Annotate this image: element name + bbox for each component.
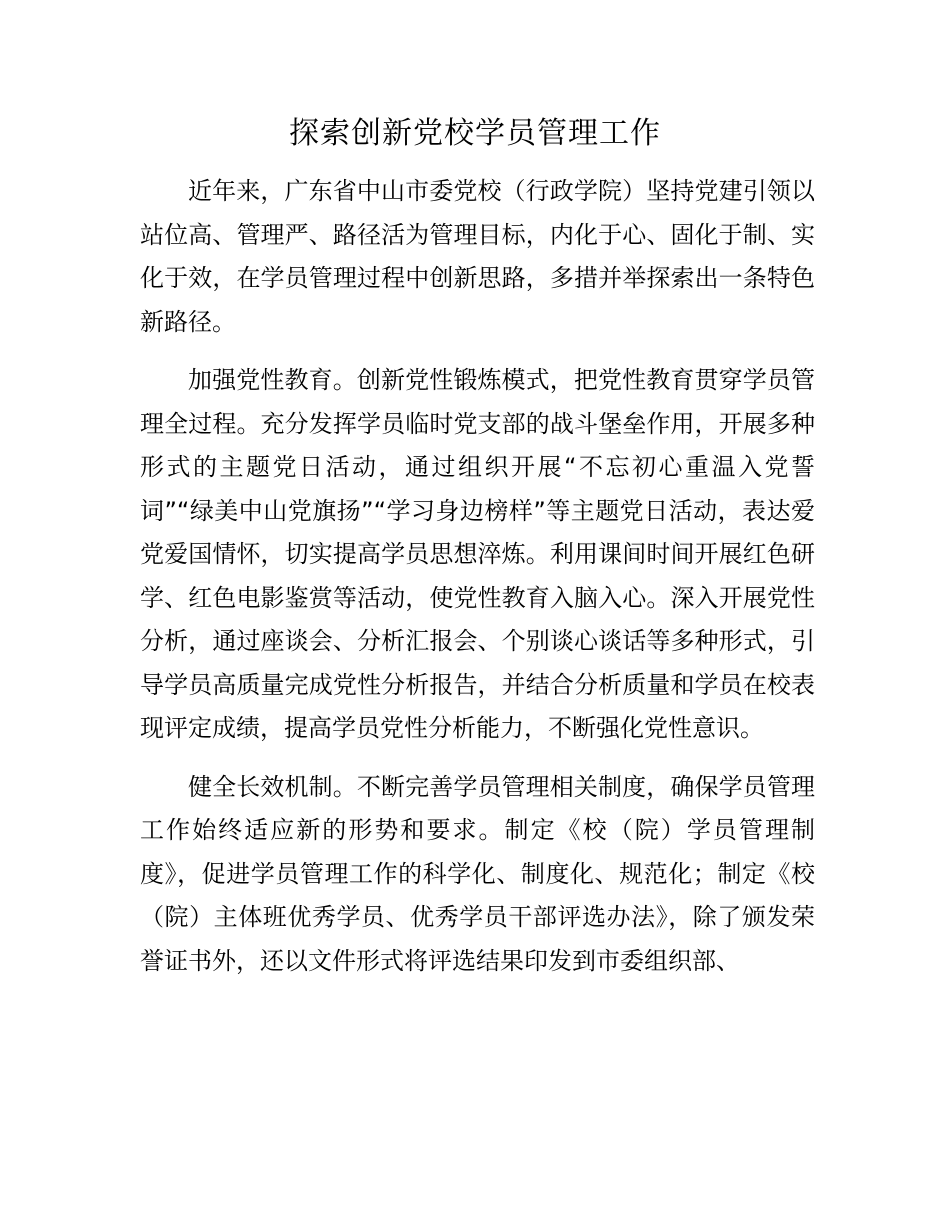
paragraph-long-term-mechanism: 健全长效机制。不断完善学员管理相关制度，确保学员管理工作始终适应新的形势和要求。制定《校（院）学员管理制度》，促进学员管理工作的科学化、制度化、规范化；制定《校（院）主体班优秀学员、优秀学员干部评选办法》，除了颁发荣誉证书外，还以文件形式将评选结果印发到市委组织部、 — [140, 772, 815, 975]
paragraph-intro: 近年来，广东省中山市委党校（行政学院）坚持党建引领以站位高、管理严、路径活为管理目标，内化于心、固化于制、实化于效，在学员管理过程中创新思路，多措并举探索出一条特色新路径。 — [140, 177, 815, 336]
paragraph-party-education: 加强党性教育。创新党性锻炼模式，把党性教育贯穿学员管理全过程。充分发挥学员临时党支部的战斗堡垒作用，开展多种形式的主题党日活动，通过组织开展“不忘初心重温入党誓词”“绿美中山党旗扬”“学习身边榜样”等主题党日活动，表达爱党爱国情怀，切实提高学员思想淬炼。利用课间时间开展红色研学、红色电影鉴赏等活动，使党性教育入脑入心。深入开展党性分析，通过座谈会、分析汇报会、个别谈心谈话等多种形式，引导学员高质量完成党性分析报告，并结合分析质量和学员在校表现评定成绩，提高学员党性分析能力，不断强化党性意识。 — [140, 366, 815, 742]
document-body — [140, 170, 815, 998]
document-title: 探索创新党校学员管理工作 — [289, 116, 661, 151]
